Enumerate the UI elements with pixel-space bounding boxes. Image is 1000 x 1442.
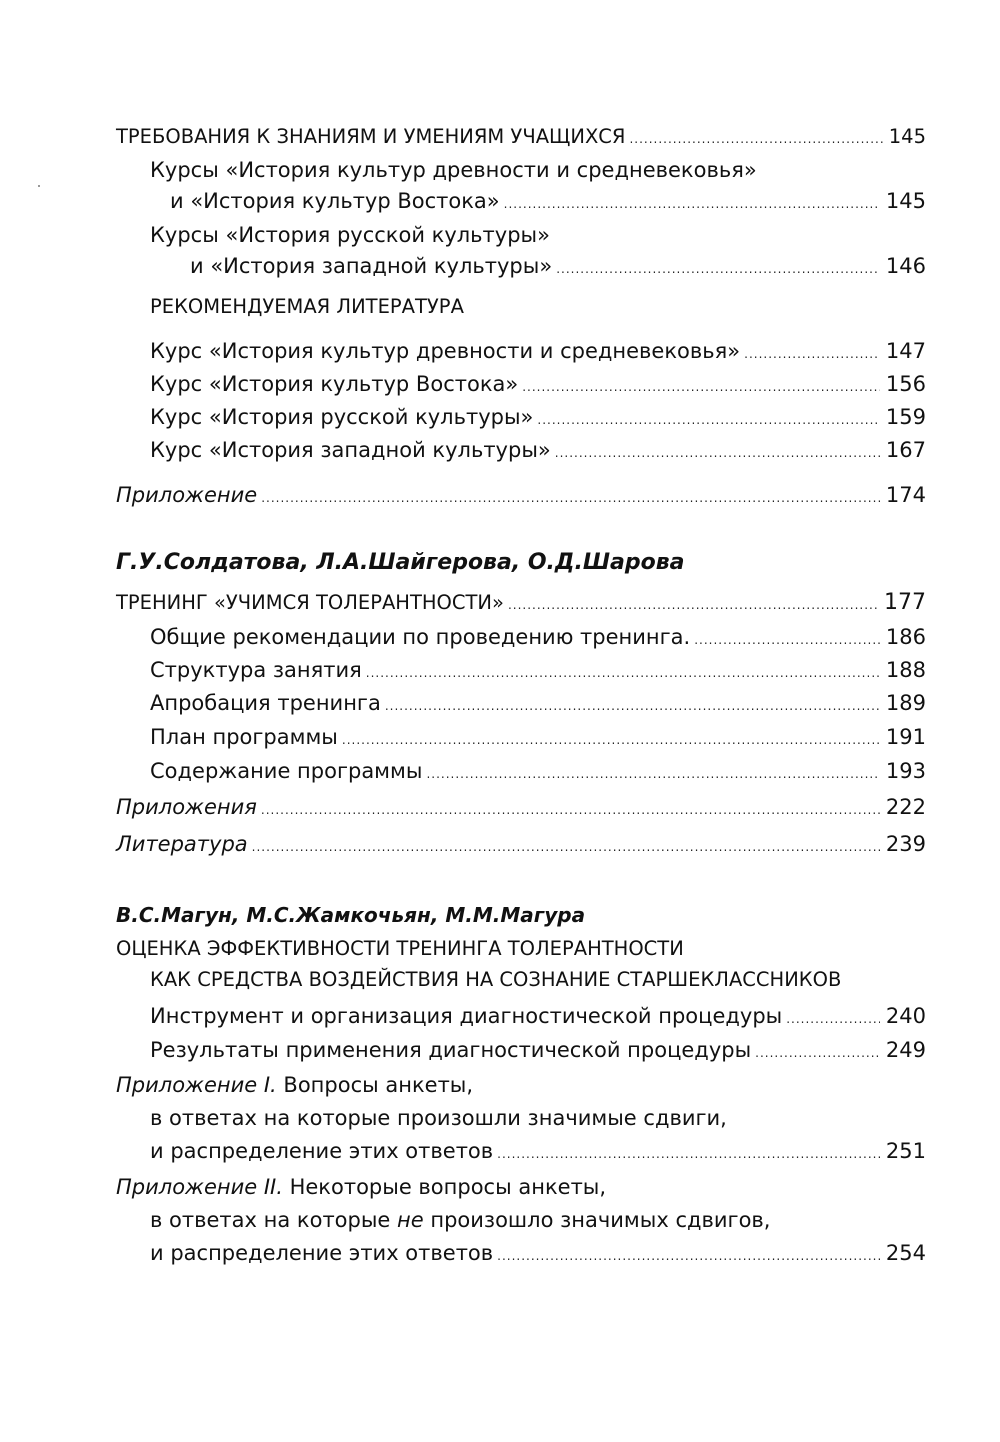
- authors: Г.У.Солдатова, Л.А.Шайгерова, О.Д.Шарова: [116, 550, 685, 575]
- toc-entry-title: ТРЕНИНГ «УЧИМСЯ ТОЛЕРАНТНОСТИ»: [116, 591, 504, 614]
- toc-page-number: 159: [885, 405, 926, 429]
- toc-entry-title: Инструмент и организация диагностической процедуры: [150, 1004, 783, 1028]
- dot-leader: [261, 483, 880, 513]
- toc-authors-soldatova: [116, 548, 926, 578]
- appendix-title: произошло значимых сдвигов,: [423, 1208, 771, 1232]
- dot-leader: [252, 832, 880, 862]
- dot-leader: [786, 1004, 880, 1034]
- appendix-title: Некоторые вопросы анкеты,: [282, 1175, 607, 1199]
- scan-speck: [38, 185, 40, 187]
- dot-leader: [744, 339, 880, 369]
- toc-page-number: 251: [885, 1139, 926, 1163]
- toc-entry-courses-russian-line1: [150, 220, 926, 250]
- dot-leader: [556, 254, 880, 284]
- toc-appendix2-line1: [116, 1172, 926, 1202]
- appendix-label: Приложение I.: [116, 1073, 277, 1097]
- dot-leader: [385, 691, 880, 721]
- section-title: КАК СРЕДСТВА ВОЗДЕЙСТВИЯ НА СОЗНАНИЕ СТАРШЕКЛАССНИКОВ: [150, 968, 842, 991]
- toc-page-number: 145: [888, 125, 926, 148]
- toc-entry-course[interactable]: [150, 402, 926, 432]
- toc-page-number: 145: [885, 189, 926, 213]
- toc-page-number: 156: [885, 372, 926, 396]
- toc-title-assessment-line2: [150, 965, 926, 995]
- appendix-title: в ответах на которые произошли значимые сдвиги,: [150, 1106, 727, 1130]
- toc-page-number: 146: [885, 254, 926, 278]
- toc-entry-appendix1[interactable]: [150, 1136, 926, 1166]
- toc-entry-appendices[interactable]: [116, 792, 926, 822]
- toc-page-number: 189: [885, 691, 926, 715]
- toc-appendix2-line2: [150, 1205, 926, 1235]
- toc-entry-title: Курс «История западной культуры»: [150, 438, 551, 462]
- toc-page-number: 249: [885, 1038, 926, 1062]
- dot-leader: [537, 405, 880, 435]
- toc-page-number: 186: [885, 625, 926, 649]
- toc-entry-training-item[interactable]: [150, 688, 926, 718]
- appendix-title: Вопросы анкеты,: [276, 1073, 474, 1097]
- toc-entry-title: Приложение: [116, 483, 258, 507]
- toc-entry-assessment-item[interactable]: [150, 1001, 926, 1031]
- section-title: ОЦЕНКА ЭФФЕКТИВНОСТИ ТРЕНИНГА ТОЛЕРАНТНОСТИ: [116, 937, 684, 960]
- dot-leader: [261, 795, 880, 825]
- toc-page-number: 240: [885, 1004, 926, 1028]
- toc-entry-training-item[interactable]: [150, 722, 926, 752]
- dot-leader: [508, 590, 878, 620]
- toc-appendix1-line1: [116, 1070, 926, 1100]
- toc-page-number: 147: [885, 339, 926, 363]
- dot-leader: [342, 725, 880, 755]
- toc-page-number: 188: [885, 658, 926, 682]
- toc-page-number: 167: [885, 438, 926, 462]
- toc-authors-magun: [116, 900, 926, 930]
- dot-leader: [497, 1139, 880, 1169]
- toc-entry-title: Курс «История культур древности и средневековья»: [150, 339, 741, 363]
- dot-leader: [522, 372, 880, 402]
- toc-entry-title: Содержание программы: [150, 759, 423, 783]
- toc-entry-training-item[interactable]: [150, 756, 926, 786]
- toc-page-number: 191: [885, 725, 926, 749]
- toc-entry-title: Курс «История русской культуры»: [150, 405, 534, 429]
- toc-entry-title: и «История культур Востока»: [170, 189, 500, 213]
- toc-entry-appendix2[interactable]: [150, 1238, 926, 1268]
- toc-entry-title: Общие рекомендации по проведению тренинга.: [150, 625, 691, 649]
- toc-entry-title: Структура занятия: [150, 658, 362, 682]
- toc-page-number: 254: [885, 1241, 926, 1265]
- toc-entry-literature[interactable]: [116, 829, 926, 859]
- toc-title-assessment-line1: [116, 934, 926, 964]
- toc-entry-title: Курс «История культур Востока»: [150, 372, 519, 396]
- toc-entry-title: Литература: [116, 832, 248, 856]
- toc-entry-course[interactable]: [150, 435, 926, 465]
- toc-page-number: 177: [884, 590, 926, 615]
- section-heading: РЕКОМЕНДУЕМАЯ ЛИТЕРАТУРА: [150, 295, 464, 318]
- dot-leader: [555, 438, 880, 468]
- toc-entry-requirements[interactable]: [116, 122, 926, 152]
- appendix-label: Приложение II.: [116, 1175, 283, 1199]
- toc-entry-courses-russian-western[interactable]: [190, 251, 926, 281]
- toc-entry-title: Апробация тренинга: [150, 691, 381, 715]
- toc-page-number: 174: [885, 483, 926, 507]
- toc-entry-title: ТРЕБОВАНИЯ К ЗНАНИЯМ И УМЕНИЯМ УЧАЩИХСЯ: [116, 125, 626, 148]
- authors: В.С.Магун, М.С.Жамкочьян, М.М.Магура: [116, 903, 586, 927]
- toc-appendix1-line2: [150, 1103, 926, 1133]
- dot-leader: [366, 658, 880, 688]
- toc-entry-course[interactable]: [150, 336, 926, 366]
- toc-heading-recommended-literature: [150, 292, 926, 322]
- dot-leader: [629, 124, 882, 154]
- toc-entry-title: и распределение этих ответов: [150, 1241, 494, 1265]
- toc-entry-courses-ancient-line1: [150, 155, 926, 185]
- toc-entry-appendix[interactable]: [116, 480, 926, 510]
- toc-entry-title: План программы: [150, 725, 338, 749]
- toc-entry-title: и «История западной культуры»: [190, 254, 553, 278]
- toc-entry-course[interactable]: [150, 369, 926, 399]
- toc-entry-training-item[interactable]: [150, 655, 926, 685]
- dot-leader: [497, 1241, 880, 1271]
- toc-entry-training-item[interactable]: [150, 622, 926, 652]
- toc-entry-training[interactable]: [116, 588, 926, 618]
- toc-entry-courses-ancient-east[interactable]: [170, 186, 926, 216]
- toc-entry-assessment-item[interactable]: [150, 1035, 926, 1065]
- toc-entry-title: Приложения: [116, 795, 257, 819]
- toc-entry-title: и распределение этих ответов: [150, 1139, 494, 1163]
- toc-entry-title: Курсы «История культур древности и средневековья»: [150, 158, 757, 182]
- toc-page-number: 222: [885, 795, 926, 819]
- dot-leader: [694, 625, 880, 655]
- emphasis-not: не: [397, 1208, 424, 1232]
- dot-leader: [426, 759, 879, 789]
- appendix-title: в ответах на которые: [150, 1208, 398, 1232]
- dot-leader: [755, 1038, 880, 1068]
- toc-page-number: 239: [885, 832, 926, 856]
- toc-entry-title: Результаты применения диагностической процедуры: [150, 1038, 752, 1062]
- toc-page-number: 193: [885, 759, 926, 783]
- toc-entry-title: Курсы «История русской культуры»: [150, 223, 550, 247]
- dot-leader: [504, 189, 880, 219]
